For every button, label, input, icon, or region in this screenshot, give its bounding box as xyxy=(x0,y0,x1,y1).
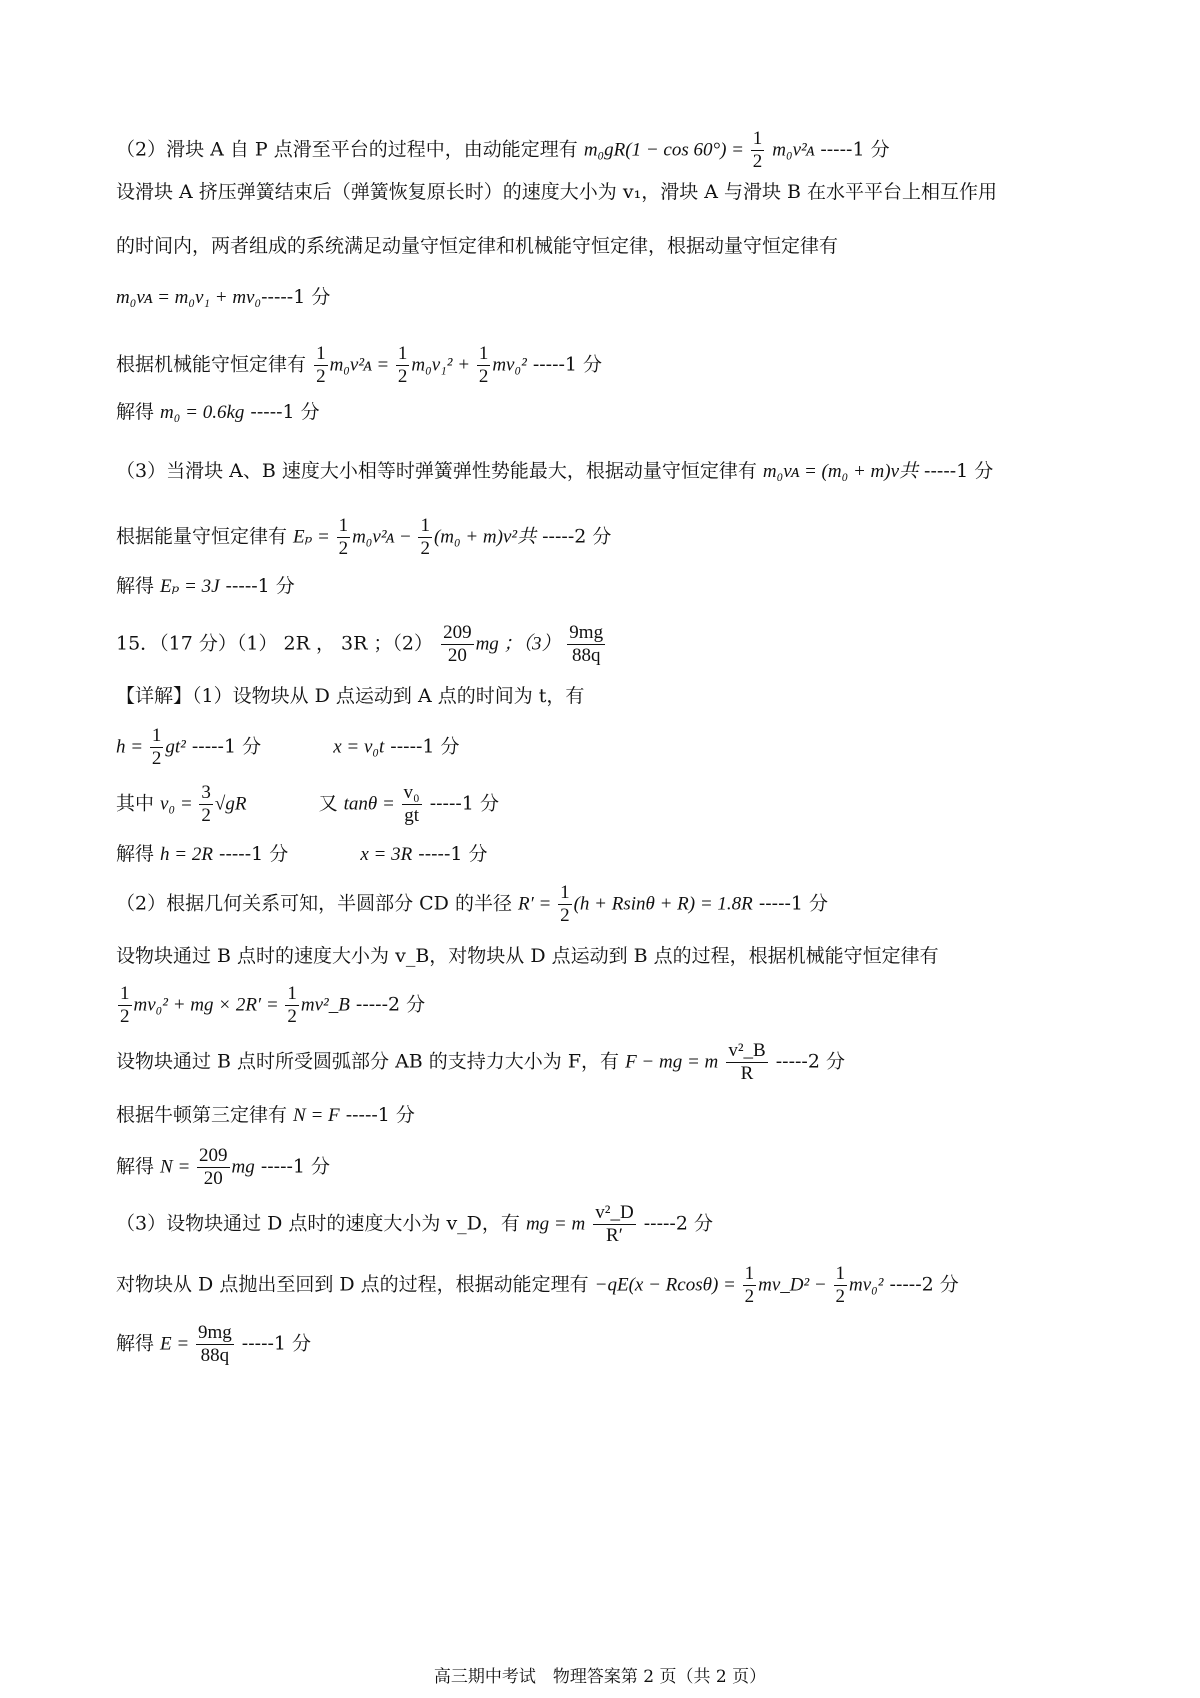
line-11: 【详解】（1）设物块从 D 点运动到 A 点的时间为 t，有 xyxy=(116,685,585,707)
line-22: 对物块从 D 点抛出至回到 D 点的过程，根据动能定理有 −qE(x − Rcosθ) = $\frac{1}{2}$ mv_D² − $\frac{1}{2}$ mv₀² -----2 分 xyxy=(116,1263,959,1307)
fraction: $\frac{\text{v₀}}{gt}$ xyxy=(403,782,420,826)
fraction: $\frac{1}{2}$ xyxy=(338,515,349,559)
fraction: $\frac{1}{2}$ xyxy=(120,983,130,1027)
line-7: （3）当滑块 A、B 速度大小相等时弹簧弹性势能最大，根据动量守恒定律有 m₀vᴀ = (m₀ + m)v共 -----1 分 xyxy=(116,460,994,482)
fraction: $\frac{1}{2}$ xyxy=(752,128,763,172)
line-5: 根据机械能守恒定律有 $\frac{1}{2}$ m₀v²ᴀ = $\frac{1}{2}$ m₀v₁² + $\frac{1}{2}$ mv₀² -----1 分 xyxy=(116,343,603,387)
fraction: $\frac{1}{2}$ xyxy=(478,343,489,387)
line-4: m₀vᴀ = m₀v₁ + mv₀-----1 分 xyxy=(116,286,331,308)
line-17: $\frac{1}{2}$ mv₀² + mg × 2R′ = $\frac{1}{2}$ mv²_B -----2 分 xyxy=(120,983,426,1027)
fraction: $\frac{9mg}{88q}$ xyxy=(197,1322,232,1366)
fraction: $\frac{\text{v²\_D}}{R'}$ xyxy=(595,1202,634,1246)
line-3: 的时间内，两者组成的系统满足动量守恒定律和机械能守恒定律，根据动量守恒定律有 xyxy=(116,235,839,257)
line-23: 解得 E = $\frac{9mg}{88q}$ -----1 分 xyxy=(116,1322,312,1366)
fraction: $\frac{1}{2}$ xyxy=(560,882,570,926)
line-20: 解得 N = $\frac{209}{20}$ mg -----1 分 xyxy=(116,1145,331,1189)
fraction: $\frac{1}{2}$ xyxy=(420,515,430,559)
line-1-eq: m₀gR(1 − cos 60°) = xyxy=(583,139,749,161)
fraction: $\frac{1}{2}$ xyxy=(744,1263,755,1307)
line-9: 解得 Eₚ = 3J -----1 分 xyxy=(116,575,295,597)
line-18: 设物块通过 B 点时所受圆弧部分 AB 的支持力大小为 F，有 F − mg = m $\frac{\text{v²\_B}}{R}$ -----2 分 xyxy=(116,1040,845,1084)
fraction: $\frac{209}{20}$ xyxy=(443,622,472,666)
fraction: $\frac{1}{2}$ xyxy=(835,1263,846,1307)
line-16: 设物块通过 B 点时的速度大小为 v_B，对物块从 D 点运动到 B 点的过程，根据机械能守恒定律有 xyxy=(116,945,939,967)
line-21: （3）设物块通过 D 点时的速度大小为 v_D，有 mg = m $\frac{\text{v²\_D}}{R'}$ -----2 分 xyxy=(116,1202,713,1246)
line-12: h = $\frac{1}{2}$ gt² -----1 分 x = v₀t -----1 分 xyxy=(116,725,460,769)
line-19: 根据牛顿第三定律有 N = F -----1 分 xyxy=(116,1104,415,1126)
line-10: 15．（17 分）（1） 2R ， 3R ；（2） $\frac{209}{20}$ mg ；（3） $\frac{9mg}{88q}$ xyxy=(116,622,604,666)
fraction: $\frac{1}{2}$ xyxy=(151,725,162,769)
line-8: 根据能量守恒定律有 Eₚ = $\frac{1}{2}$ m₀v²ᴀ − $\frac{1}{2}$ (m₀ + m)v²共 -----2 分 xyxy=(116,515,612,559)
fraction: $\frac{1}{2}$ xyxy=(397,343,408,387)
fraction: $\frac{209}{20}$ xyxy=(199,1145,228,1189)
line-14: 解得 h = 2R -----1 分 x = 3R -----1 分 xyxy=(116,843,488,865)
line-6: 解得 m₀ = 0.6kg -----1 分 xyxy=(116,401,320,423)
line-13: 其中 v₀ = $\frac{3}{2}$ √gR 又 tanθ = $\frac{\text{v₀}}{gt}$ -----1 分 xyxy=(116,782,499,826)
fraction: $\frac{1}{2}$ xyxy=(287,983,297,1027)
line-1: （2）滑块 A 自 P 点滑至平台的过程中，由动能定理有 m₀gR(1 − cos 60°) = $\frac{1}{2}$ m₀v²ᴀ -----1 分 xyxy=(116,128,890,172)
line-1-text: （2）滑块 A 自 P 点滑至平台的过程中，由动能定理有 xyxy=(116,138,578,161)
line-15: （2）根据几何关系可知，半圆部分 CD 的半径 R′ = $\frac{1}{2}$ (h + Rsinθ + R) = 1.8R -----1 分 xyxy=(116,882,829,926)
page-footer: 高三期中考试 物理答案第 2 页（共 2 页） xyxy=(433,1667,767,1687)
fraction: $\frac{3}{2}$ xyxy=(201,782,211,826)
line-2: 设滑块 A 挤压弹簧结束后（弹簧恢复原长时）的速度大小为 v₁，滑块 A 与滑块 B 在水平平台上相互作用 xyxy=(116,181,998,203)
fraction: $\frac{1}{2}$ xyxy=(316,343,326,387)
fraction: $\frac{9mg}{88q}$ xyxy=(569,622,604,666)
fraction: $\frac{\text{v²\_B}}{R}$ xyxy=(728,1040,766,1084)
